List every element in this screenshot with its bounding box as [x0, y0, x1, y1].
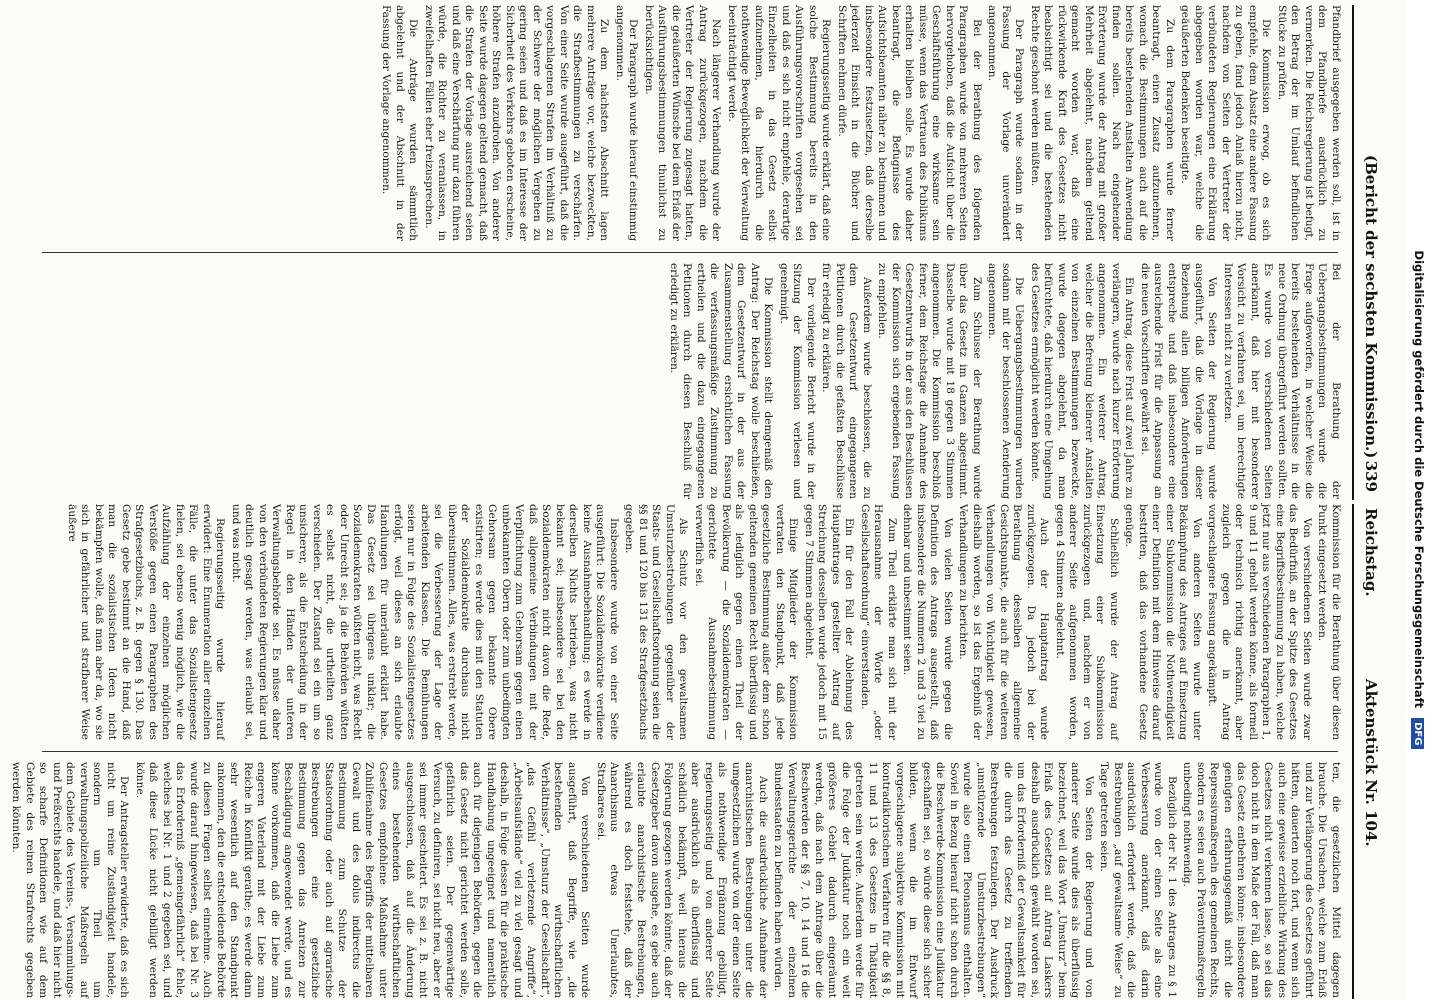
paragraph: Die Kommission erwog, ob es sich empfehle, dem Absatz eine andere Fassung zu geben, fand jedoch Anlaß hierzu nicht, nachdem von Seiten der Vertreter der verbündeten Regierungen eine Erklärung abgegeben worden war, welche die geäußerten Bedenken beseitigte. [1179, 5, 1273, 241]
right-page-header [1352, 5, 1386, 500]
paragraph: Der vorliegende Bericht wurde in der Sitzung der Kommission verlesen und genehmigt. [778, 263, 817, 499]
paragraph: Regierungsseitig wurde erklärt, daß eine solche Bestimmung bereits in den Ausführungsvorschriften vorgesehen sei und daß es sich nicht empfehle, derartige Einzelheiten in das Gesetz selbst aufzunehmen, da hierdurch die nothwendige Beweglichkeit der Verwaltung beeinträchtigt werde. [726, 5, 833, 241]
header-reichstag: Reichstag. [1362, 508, 1380, 597]
paragraph: Von Seiten der Regierung und von anderer Seite wurde dies als überflüssig bezeichnet, weil das Wort „Umsturz“ beim Erlaß des Gesetzes auf Antrag Laskers deshalb ausdrücklich gewählt worden sei, um das Erforderniß der Gewaltsamkeit für die durch das Gesetz zu treffenden Bestrebungen festzulegen. Der Ausdruck „umstürzende Umsturzbestrebungen“ wurde also einen Pleonasmus enthalten. Soviel in Bezug hierauf nicht schon durch die Beschwerde-Kommission eine Judikatur geschaffen sei, so würde diese sich sicher bilden, wenn die im Entwurf vorgeschlagene subjektive Kommission mit kontradiktorischem Verfahren für die §§ 8, 11 und 13 des Gesetzes in Thätigkeit getreten sein werde. Außerdem werde für die Folge der Judikatur noch ein weit größeres Gebiet dadurch eingeräumt werden, daß nach dem Antrage über die Beschwerden der §§ 7, 10, 14 und 16 die Verwaltungsgerichte der einzelnen Bundesstaaten zu befinden haben würden. [772, 762, 1095, 998]
paragraph: Außerdem wurde beschlossen, die zu dem Gesetzentwurf eingegangenen Petitionen durch die gefaßten Beschlüsse für erledigt zu erklären. [820, 263, 873, 499]
paragraph: Ein für den Fall der Ablehnung des Hauptantrages gestellter Antrag auf Streichung desselben wurde jedoch mit 15 gegen 7 Stimmen abgelehnt. [803, 504, 856, 740]
header-rule [1352, 504, 1354, 999]
paragraph: Als Schutz vor den gewaltsamen Umsturzbestrebungen gegenüber der Staats- und Gesellschaftsordnung seien die §§ 81 und 120 bis 131 des Strafgesetzbuchs gegeben. [623, 504, 690, 740]
paragraph: Ein Antrag, diese Frist auf zwei Jahre zu verlängern, wurde nach kurzer Erörterung angenommen. Ein weiterer Antrag, welcher die Befreiung kleinerer Anstalten von einzelnen Bestimmungen bezweckte, wurde dagegen abgelehnt, da man befürchtete, daß hierdurch eine Umgehung des Gesetzes ermöglicht werden könnte. [1029, 263, 1136, 499]
right-page-column-1 [22, 5, 1342, 241]
header-aktenstueck: Aktenstück Nr. 104. [1362, 679, 1380, 847]
column-divider [42, 252, 1338, 253]
left-page-column-1 [22, 504, 1342, 740]
paragraph: Zum Schlusse der Berathung wurde über das Gesetz im Ganzen abgestimmt. Dasselbe wurde mit 18 gegen 3 Stimmen angenommen. Die Kommission beschloß ferner, dem Reichstage die Annahme des Gesetzentwurfs in der aus den Beschlüssen der Kommission sich ergebenden Fassung zu empfehlen. [876, 263, 983, 499]
digitization-credit-bar [1406, 0, 1432, 1000]
paragraph: Insbesondere wurde von einer Seite ausgeführt: Die Sozialdemokratie verdiene keine Ausnahmebehandlung; es werde in derselben Nichts betrieben, was nicht bekannt sei; insbesondere sei bei den Sozialdemokraten nicht davon die Rede, daß allgemeine Verbindungen mit der Verpflichtung zum Gehorsam gegen einen unbekannten Obern oder zum unbedingten Gehorsam gegen bekannte Obere existirten; es werde dies mit den Statuten der Sozialdemokratie durchaus nicht übereinstimmen. Alles, was erstrebt werde, sei die Verbesserung der Lage der arbeitenden Klassen. Die Bemühungen seien nur in Folge des Sozialistengesetzes erfolgt, weil dieses an sich erlaubte Handlungen für unerlaubt erklärt habe. Das Gesetz sei übrigens unklar; die Sozialdemokraten wüßten nicht, was Recht oder Unrecht sei; ja die Behörden wüßten es selbst nicht, die urtheilten ganz verschieden. Der Zustand sei ein um so unsicherer, als die Entscheidung in der Regel in den Händen der unteren Verwaltungsbehörde sei. Es müsse daher von den verbündeten Regierungen klar und deutlich gesagt werden, was erlaubt sei, und was nicht. [230, 504, 620, 740]
left-page-header [1352, 504, 1386, 999]
paragraph: Zum Theil erklärte man sich mit der Herausnahme der Worte „oder Gesellschaftsordnung“ einverstanden. [859, 504, 898, 740]
paragraph: Auch der Hauptantrag wurde zurückgezogen. Da jedoch bei der Berathung desselben allgemeine Gesichtspunkte, die auch für die weiteren Verhandlungen von Wichtigkeit gewesen, dieshalb worden, so ist das Ergebniß der Verhandlungen zu berichten. [957, 504, 1051, 740]
credit-text: Digitalisierung gefördert durch die Deutsche Forschungsgemeinschaft [1412, 250, 1426, 709]
paragraph: Regierungsseitig wurde hierauf erwidert: Eine Enumeration aller einzelnen Fälle, die unter das Sozialistengesetz fielen, sei ebenso wenig möglich, wie die Aufzählung der einzelnen möglichen Verstöße gegen einen Paragraphen des Strafgesetzbuchs, z. B. gegen § 130. Das Gesetz gebe bestimmt an die Hand, daß man die sozialistischen Ideen nicht bekämpfen wolle, daß man aber da, wo sie sich in gefährlicher und strafbarer Weise äußere [66, 504, 227, 740]
paragraph: Von verschiedenen Seiten wurde zwar das Bedürfniß, an der Spitze des Gesetzes eine Begriffsbestimmung zu haben, welche jetzt nur aus verschiedenen Paragraphen 1, 9 und 11 geholt werden könne, als formell oder technisch richtig anerkannt, aber zugleich gegen die in Antrag vorgeschlagene Fassung angekämpft. [1206, 504, 1313, 740]
paragraph: ten, die gesetzlichen Mittel dagegen brauche. Die Ursachen, welche zum Erlaß und zur Verlängerung des Gesetzes geführt hätten, dauerten noch fort, und wenn sich auch eine gewisse erziehliche Wirkung des Gesetzes nicht verkennen lasse, so sei das doch nicht in dem Maße der Fall, daß man das Gesetz entbehren könne; insbesondere genügten erfahrungsgemäß nicht die Repressivmaßregeln des gemeinen Rechts, sondern es seien auch Präventivmaßregeln unbedingt nothwendig. [1181, 762, 1342, 998]
header-rule [1352, 5, 1354, 500]
left-page-column-2 [10, 762, 1342, 998]
paragraph: Auch die ausdrückliche Aufnahme der anarchistischen Bestrebungen unter die umgesetzlichen wurde von der einen Seite als nothwendige Ergänzung gebilligt, regierungsseitig und von anderer Seite aber ausdrücklich als überflüssig und schädlich bekämpft, weil hieraus die Folgerung gezogen werden könnte, daß der Gesetzgeber davon ausgehe, es gebe auch erlaubte anarchistische Bestrebungen, während es doch feststehe, daß der Anarchismus etwas Unerlaubtes, Strafbares sei. [595, 762, 769, 998]
left-page [10, 504, 1392, 999]
paragraph: Schließlich wurde der Antrag auf Einsetzung einer Subkommission zurückgezogen und, nachdem er von anderer Seite aufgenommen worden, gegen 4 Stimmen abgelehnt. [1054, 504, 1120, 740]
paragraph: Von verschiedenen Seiten wurde ausgeführt, daß Begriffe, wie „die bestehenden wirthschaftlichen Verhältnisse“, „Umsturz der Gesellschaft“, „das Gefühl verletzende Angriffe“, „Arbeitsaufstände“ viel zu viel gesagt und deshalb, in Folge dessen für die praktische Handhabung ungeeignet und namentlich auch für diejenigen Behörden, gegen die das Gesetz nicht gerichtet werden solle, gefährlich seien. Der gegenwärtige Versuch, zu definiren, sei nicht neu, aber er sei immer gescheitert. Es sei z. B. nicht ausgeschlossen, daß auf die Änderung eines bestehenden wirthschaftlichen Gesetzes empfohlene Maßnahme unter Zuhilfenahme des Begriffs der mittelbaren Gewalt und des dolus indirectus die Bestimmung zum Schutze der Staatsordnung oder auch auf agrarische Bestrebungen eine gesetzliche Bestimmung gegen das Anreizen zur Beschädigung angewendet werde, und es könne vorkommen, daß die Liebe zum engeren Vaterland mit der Liebe zum Reiche in Konflikt gerathe; es werde dann sehr wesentlich auf den Standpunkt ankommen, den die entscheidende Behörde zu diesen Fragen selbst einnehme. Auch wurde darauf hingewiesen, daß bei Nr. 3 das Erforderniß „gemeingefährlich“ fehle, welches bei Nr. 1 und 2 gegeben sei, und daß diese Lücke nicht gebilligt werden könne. [134, 762, 592, 998]
column-divider [42, 751, 1338, 752]
paragraph: Nach längerer Verhandlung wurde der Antrag zurückgezogen, nachdem die Vertreter der Regierung zugesagt hatten, die geäußerten Wünsche bei dem Erlaß der Ausführungsbestimmungen thunlichst zu berücksichtigen. [643, 5, 723, 241]
paragraph: Bei der Berathung der Uebergangsbestimmungen wurde die Frage aufgeworfen, in welcher Weise die bereits bestehenden Verhältnisse in die neue Ordnung übergeführt werden sollten. Es wurde von verschiedenen Seiten anerkannt, daß hier mit besonderer Vorsicht zu verfahren sei, um berechtigte Interessen nicht zu verletzen. [1222, 263, 1342, 499]
paragraph: Von anderen Seiten wurde unter Bekämpfung des Antrages auf Einsetzung einer Subkommission die Nothwendigkeit einer Definition mit dem Hinweise darauf bestritten, daß das vorhandene Gesetz genüge. [1123, 504, 1203, 740]
paragraph: Der Paragraph wurde hierauf einstimmig angenommen. [614, 5, 640, 241]
left-page-columns [10, 504, 1342, 999]
paragraph: Zu dem nächsten Abschnitt lagen mehrere Anträge vor, welche bezweckten, die Strafbestimmungen zu verschärfen. Von einer Seite wurde ausgeführt, daß die vorgeschlagenen Strafen im Verhältniß zu der Schwere der möglichen Vergehen zu gering seien und daß es im Interesse der Sicherheit des Verkehrs geboten erscheine, höhere Strafen anzudrohen. Von anderer Seite wurde dagegen geltend gemacht, daß die Strafen der Vorlage ausreichend seien und daß eine Verschärfung nur dazu führen würde, die Richter zu veranlassen, in zweifelhaften Fällen eher freizusprechen. [423, 5, 611, 241]
paragraph: Bezüglich der Nr. 1 des Antrages zu § 1 wurde von der einen Seite als eine Verbesserung anerkannt, daß darin ausdrücklich erfordert werde, daß die Bestrebungen „auf gewaltsame Weise“ zu Tage getreten seien. [1098, 762, 1178, 998]
paragraph: Die Anträge wurden sämmtlich abgelehnt und der Abschnitt in der Fassung der Vorlage angenommen. [380, 5, 420, 241]
right-page-column-2 [22, 263, 1342, 499]
paragraph: Einige Mitglieder der Kommission vertraten den Standpunkt, daß jede gesetzliche Bestimmung außer dem schon geltenden gemeinen Recht überflüssig und als lediglich gegen einen Theil der Bevölkerung — die Sozialdemokraten — gerichtete Ausnahmebestimmung verwerflich sei. [693, 504, 800, 740]
right-page [22, 5, 1392, 500]
header-bericht: (Bericht der sechsten Kommission.) [1362, 155, 1380, 459]
dfg-badge: DFG [1411, 718, 1424, 749]
paragraph: Die Uebergangsbestimmungen wurden sodann mit der beschlossenen Aenderung angenommen. [986, 263, 1026, 499]
paragraph: Von vielen Seiten wurde gegen die Definition des Antrags ausgestellt, daß insbesondere die Nummern 2 und 3 viel zu dehnbar und unbestimmt seien. [901, 504, 954, 740]
page-number: 339 [1362, 460, 1380, 492]
paragraph: Die Kommission stellt demgemäß den Antrag: Der Reichstag wolle beschließen, dem Gesetzentwurf in der aus der Zusammenstellung ersichtlichen Fassung die verfassungsmäßige Zustimmung zu ertheilen und die dazu eingegangenen Petitionen durch diesen Beschluß für erledigt zu erklären. [668, 263, 775, 499]
paragraph: Von Seiten der Regierung wurde ausgeführt, daß die Vorlage in dieser Beziehung allen billigen Anforderungen entspreche und daß insbesondere eine ausreichende Frist für die Anpassung an die neuen Vorschriften gewährt sei. [1139, 263, 1219, 499]
right-page-columns [22, 5, 1342, 500]
paragraph: Der Paragraph wurde sodann in der Fassung der Vorlage unverändert angenommen. [986, 5, 1026, 241]
paragraph: Bei der Berathung des folgenden Paragraphen wurde von mehreren Seiten hervorgehoben, daß die Aufsicht über die Geschäftsführung eine wirksame sein müsse, wenn das Vertrauen des Publikums erhalten bleiben solle. Es wurde daher beantragt, die Befugnisse des Aufsichtsbeamten näher zu bestimmen und insbesondere festzusetzen, daß derselbe jederzeit Einsicht in die Bücher und Schriften nehmen dürfe. [836, 5, 983, 241]
paragraph: Kommission für die Berathung über diesen Punkt eingesetzt werden. [1316, 504, 1342, 740]
paragraph: Der Antragsteller erwiderte, daß es sich nicht um reine Zuständigkeit handele, sondern um Theil um verwaltungspolizeiliche Maßregeln auf dem Gebiete des Vereins-, Versammlungs- und Preßrechts handele, und daß hier nicht so scharfe Definitionen wie auf dem Gebiete des reinen Strafrechts gegeben werden könnten. [10, 762, 131, 998]
paragraph: Zu dem Paragraphen wurde ferner beantragt, einen Zusatz aufzunehmen, wonach die Bestimmungen auch auf die bereits bestehenden Anstalten Anwendung finden sollen. Nach eingehender Erörterung wurde der Antrag mit großer Mehrheit abgelehnt, nachdem geltend gemacht worden war, daß eine rückwirkende Kraft des Gesetzes nicht beabsichtigt sei und die bestehenden Rechte geschont werden müßten. [1029, 5, 1176, 241]
paragraph: Pfandbrief ausgegeben werden soll, ist in dem Pfandbriefe ausdrücklich zu vermerken. Die Reichsregierung ist befugt, den Betrag der im Umlauf befindlichen Stücke zu prüfen. [1276, 5, 1342, 241]
